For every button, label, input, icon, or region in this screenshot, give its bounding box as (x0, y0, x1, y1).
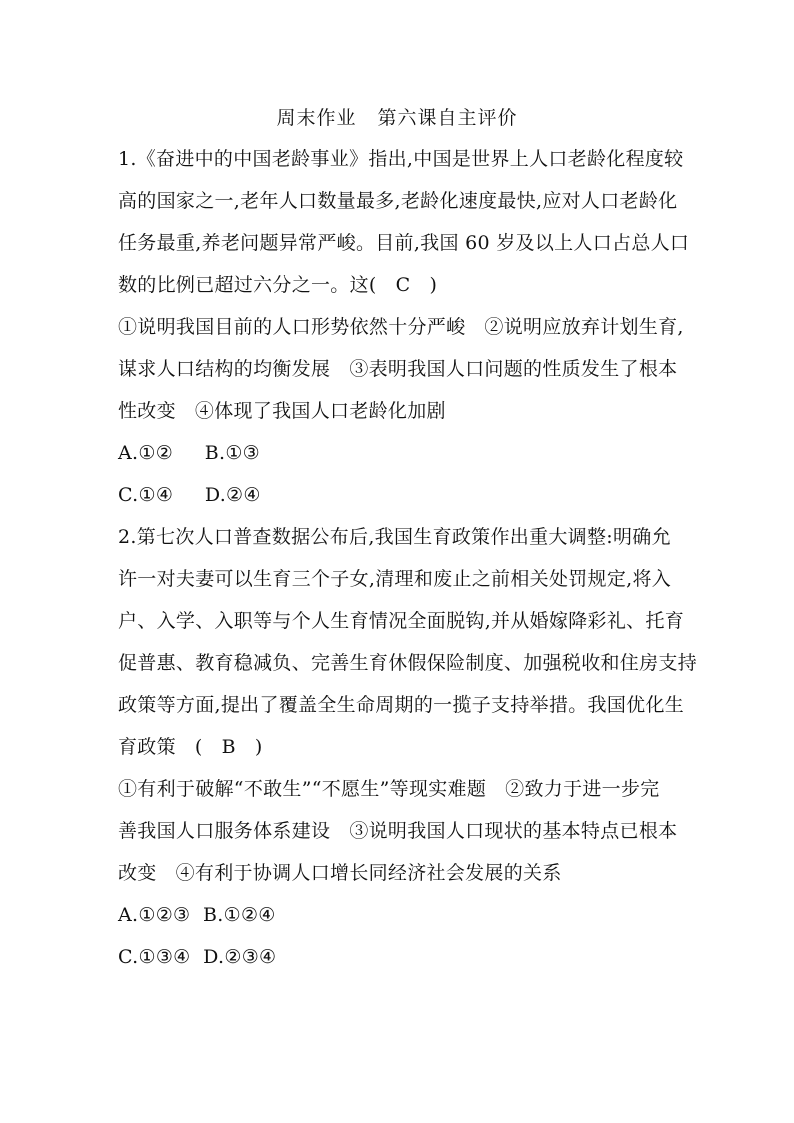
q1-stem-line: 数的比例已超过六分之一。这( C ) (118, 274, 438, 296)
q2-stem-line: 许一对夫妻可以生育三个子女,清理和废止之前相关处罚规定,将入 (118, 568, 672, 590)
q2-statement-line: 改变 ④有利于协调人口增长同经济社会发展的关系 (118, 862, 562, 884)
q1-option-line: A.①② B.①③ (118, 442, 260, 464)
q1-statement-line: 谋求人口结构的均衡发展 ③表明我国人口问题的性质发生了根本 (118, 358, 678, 380)
q2-statement-line: ①有利于破解“不敢生”“不愿生”等现实难题 ②致力于进一步完 (118, 778, 660, 800)
q2-option-line: A.①②③ B.①②④ (118, 904, 276, 926)
q1-stem-line: 1.《奋进中的中国老龄事业》指出,中国是世界上人口老龄化程度较 (118, 148, 684, 170)
q2-stem-line: 2.第七次人口普查数据公布后,我国生育政策作出重大调整:明确允 (118, 526, 671, 548)
q2-statement-line: 善我国人口服务体系建设 ③说明我国人口现状的基本特点已根本 (118, 820, 678, 842)
q1-stem-line: 高的国家之一,老年人口数量最多,老龄化速度最快,应对人口老龄化 (118, 190, 678, 212)
q2-stem-line: 促普惠、教育稳减负、完善生育休假保险制度、加强税收和住房支持 (118, 652, 698, 674)
q1-statement-line: ①说明我国目前的人口形势依然十分严峻 ②说明应放弃计划生育, (118, 316, 684, 338)
q1-stem-line: 任务最重,养老问题异常严峻。目前,我国 60 岁及以上人口占总人口 (118, 232, 690, 254)
q2-stem-line: 育政策 ( B ) (118, 736, 263, 758)
q2-option-line: C.①③④ D.②③④ (118, 946, 277, 968)
q2-stem-line: 户、入学、入职等与个人生育情况全面脱钩,并从婚嫁降彩礼、托育 (118, 610, 685, 632)
q1-option-line: C.①④ D.②④ (118, 484, 261, 506)
document-title: 周末作业 第六课自主评价 (276, 107, 518, 129)
q1-statement-line: 性改变 ④体现了我国人口老龄化加剧 (118, 400, 446, 422)
q2-stem-line: 政策等方面,提出了覆盖全生命周期的一揽子支持举措。我国优化生 (118, 694, 685, 716)
